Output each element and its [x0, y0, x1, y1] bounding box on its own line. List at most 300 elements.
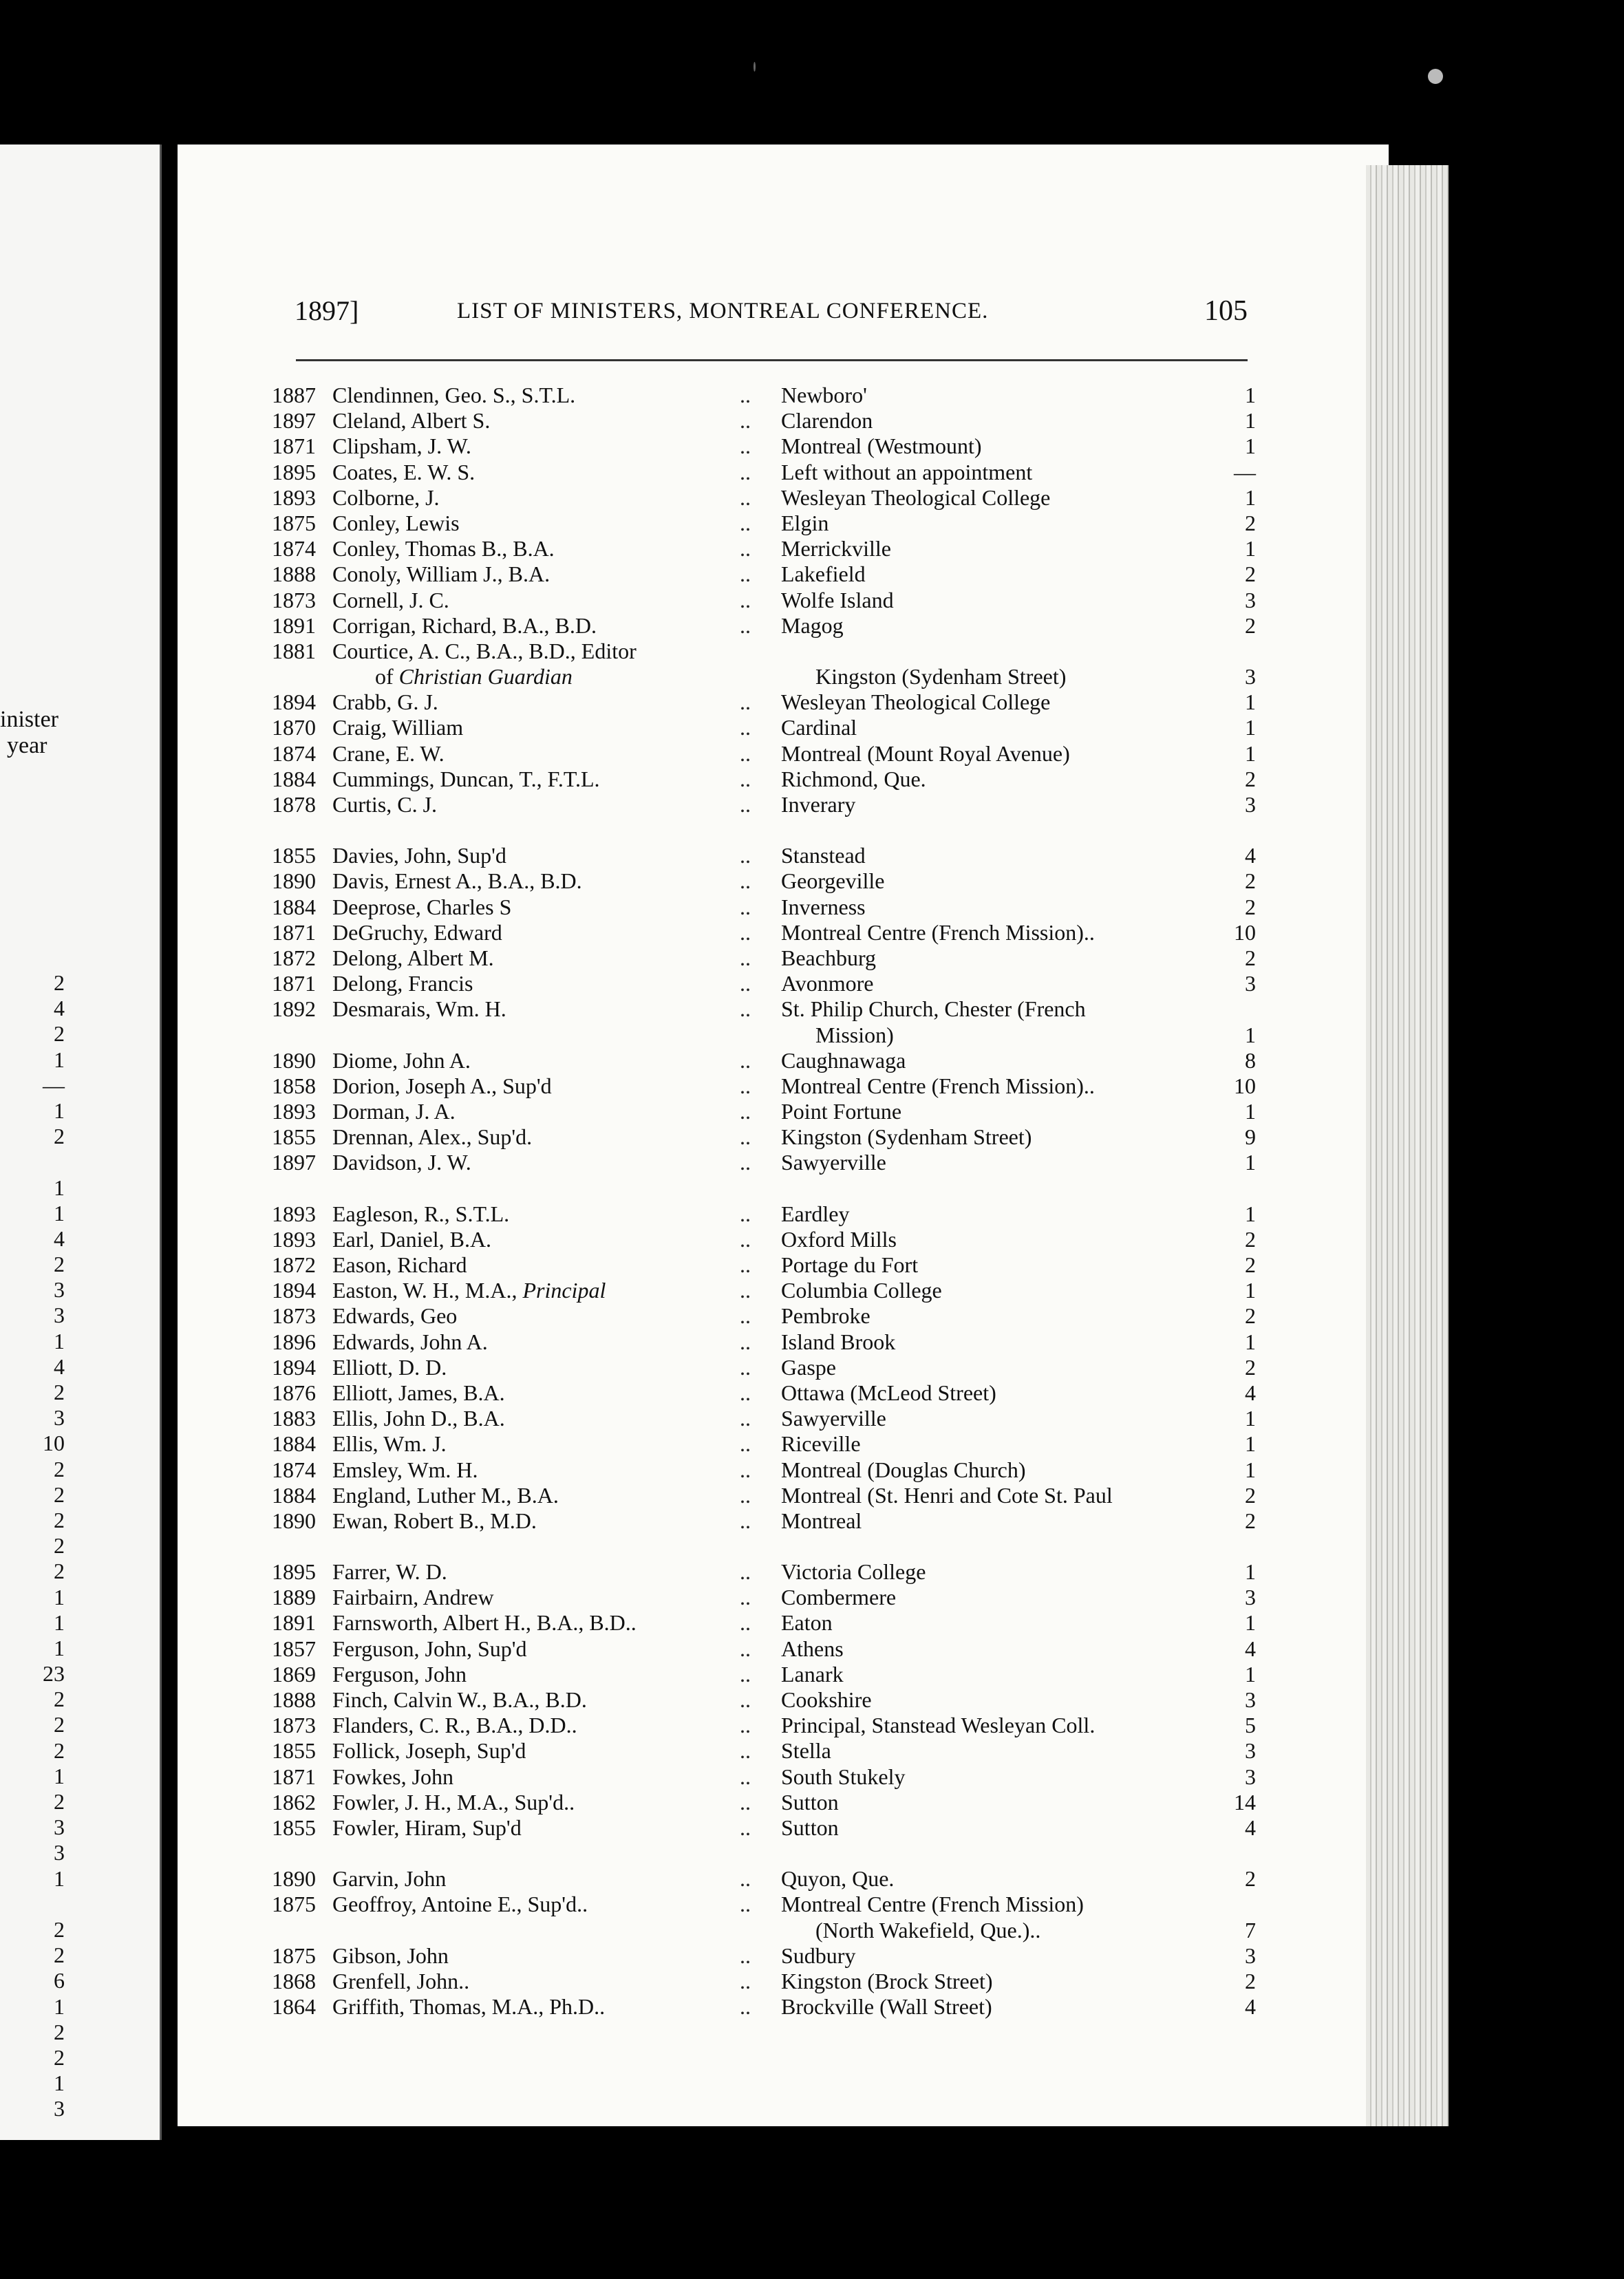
leader-dots: .. — [740, 408, 751, 434]
minister-row — [272, 1355, 1256, 1380]
left-page-value: 1 — [54, 1635, 65, 1660]
leader-dots: .. — [740, 1047, 751, 1073]
station: Montreal Centre (French Mission).. — [781, 1073, 1095, 1098]
left-page-value: 3 — [54, 1277, 65, 1303]
minister-row — [272, 1406, 1256, 1431]
minister-name: Fowler, J. H., M.A., Sup'd.. — [332, 1789, 575, 1815]
minister-name: Crabb, G. J. — [332, 689, 438, 715]
minister-row — [272, 1662, 1256, 1687]
left-page-value: 2 — [54, 1559, 65, 1584]
years-count: 2 — [1245, 1508, 1256, 1533]
years-count: 4 — [1245, 843, 1256, 868]
leader-dots: .. — [740, 1968, 751, 1993]
station: Sawyerville — [781, 1150, 886, 1175]
left-page-value: 1 — [54, 1584, 65, 1609]
years-count: 1 — [1245, 689, 1256, 715]
minister-row — [272, 1610, 1256, 1636]
page-header — [295, 295, 1248, 329]
leader-dots: .. — [740, 1585, 751, 1610]
minister-row — [272, 1738, 1256, 1764]
leader-dots: .. — [740, 919, 751, 945]
entry-year: 1884 — [272, 766, 316, 791]
left-page-value: 2 — [54, 1916, 65, 1942]
entry-year: 1881 — [272, 638, 316, 663]
entry-year: 1874 — [272, 1457, 316, 1482]
left-page-value: 3 — [54, 2096, 65, 2121]
minister-row — [272, 1559, 1256, 1585]
minister-row — [272, 1687, 1256, 1713]
minister-row — [272, 664, 1256, 689]
entry-year: 1868 — [272, 1968, 316, 1993]
years-count: 1 — [1245, 484, 1256, 510]
leader-dots: .. — [740, 434, 751, 459]
entry-year: 1893 — [272, 484, 316, 510]
minister-name: Drennan, Alex., Sup'd. — [332, 1124, 533, 1150]
station: Montreal (Mount Royal Avenue) — [781, 740, 1070, 766]
minister-name: Emsley, Wm. H. — [332, 1457, 478, 1482]
left-page-value: 1 — [54, 1763, 65, 1788]
minister-name: Grenfell, John.. — [332, 1968, 470, 1993]
minister-name: Farnsworth, Albert H., B.A., B.D.. — [332, 1610, 637, 1636]
years-count: 1 — [1245, 1329, 1256, 1354]
minister-row — [272, 868, 1256, 894]
left-page-value: 1 — [54, 1200, 65, 1226]
leader-dots: .. — [740, 1150, 751, 1175]
entry-year: 1874 — [272, 740, 316, 766]
leader-dots: .. — [740, 1354, 751, 1380]
leader-dots: .. — [740, 536, 751, 561]
letter-group-f — [272, 1559, 1256, 1841]
minister-name: Curtis, C. J. — [332, 792, 438, 817]
left-page — [0, 145, 162, 2140]
leader-dots: .. — [740, 1431, 751, 1457]
years-count: 2 — [1245, 561, 1256, 587]
entry-year: 1855 — [272, 1124, 316, 1150]
minister-name: Ewan, Robert B., M.D. — [332, 1508, 537, 1533]
entry-year: 1888 — [272, 561, 316, 587]
minister-row — [272, 588, 1256, 613]
left-page-value: 2 — [54, 1380, 65, 1404]
minister-name: Fowler, Hiram, Sup'd — [332, 1815, 522, 1840]
left-page-value: 1 — [54, 1993, 65, 2019]
entry-year: 1884 — [272, 894, 316, 919]
left-page-value: 10 — [43, 1431, 65, 1456]
years-count: 1 — [1245, 536, 1256, 561]
left-page-value: 4 — [54, 1354, 65, 1379]
minister-row — [272, 1457, 1256, 1483]
entry-year: 1870 — [272, 715, 316, 740]
leader-dots: .. — [740, 1661, 751, 1687]
left-page-subheading: year — [7, 733, 47, 758]
entry-year: 1891 — [272, 612, 316, 638]
station: Lanark — [781, 1661, 844, 1687]
letter-group-e — [272, 1201, 1256, 1534]
years-count: 10 — [1234, 1073, 1256, 1098]
minister-name: Geoffroy, Antoine E., Sup'd.. — [332, 1892, 588, 1917]
station: Stella — [781, 1738, 831, 1764]
leader-dots: .. — [740, 843, 751, 868]
minister-row — [272, 511, 1256, 536]
leader-dots: .. — [740, 383, 751, 407]
years-count: 14 — [1234, 1789, 1256, 1815]
years-count: 1 — [1245, 1559, 1256, 1585]
station: Beachburg — [781, 945, 877, 970]
years-count: 1 — [1245, 1099, 1256, 1124]
left-page-heading: inister — [0, 707, 58, 732]
station: Montreal (St. Henri and Cote St. Paul — [781, 1482, 1113, 1508]
entry-year: 1890 — [272, 868, 316, 894]
minister-row — [272, 1508, 1256, 1534]
minister-name: Edwards, Geo — [332, 1303, 458, 1329]
entry-year: 1894 — [272, 689, 316, 715]
leader-dots: .. — [740, 1380, 751, 1405]
leader-dots: .. — [740, 1866, 751, 1892]
minister-row — [272, 1764, 1256, 1790]
minister-list — [272, 383, 1256, 2020]
minister-row — [272, 1278, 1256, 1303]
minister-name: Fowkes, John — [332, 1764, 454, 1789]
entry-year: 1873 — [272, 1713, 316, 1738]
leader-dots: .. — [740, 1789, 751, 1815]
minister-row — [272, 1252, 1256, 1278]
left-page-value: 3 — [54, 1405, 65, 1431]
minister-row — [272, 996, 1256, 1022]
left-page-value: 1 — [54, 1609, 65, 1635]
minister-name: Ferguson, John — [332, 1661, 467, 1687]
leader-dots: .. — [740, 1482, 751, 1508]
leader-dots: .. — [740, 894, 751, 919]
left-page-value: 4 — [54, 996, 65, 1021]
years-count: 1 — [1245, 408, 1256, 434]
leader-dots: .. — [740, 766, 751, 791]
station: Portage du Fort — [781, 1252, 919, 1277]
leader-dots: .. — [740, 1687, 751, 1712]
minister-row — [272, 920, 1256, 945]
entry-year: 1869 — [272, 1661, 316, 1687]
entry-year: 1878 — [272, 792, 316, 817]
leader-dots: .. — [740, 715, 751, 740]
left-page-value: 2 — [54, 1789, 65, 1814]
minister-name: Conley, Thomas B., B.A. — [332, 536, 555, 561]
station: Victoria College — [781, 1559, 926, 1585]
station: Principal, Stanstead Wesleyan Coll. — [781, 1713, 1096, 1738]
years-count: 3 — [1245, 792, 1256, 817]
minister-name: Davies, John, Sup'd — [332, 843, 506, 868]
entry-year: 1894 — [272, 1278, 316, 1303]
scan-speck — [1428, 69, 1443, 84]
minister-row — [272, 408, 1256, 434]
left-page-value: 6 — [54, 1968, 65, 1993]
minister-row — [272, 613, 1256, 639]
minister-name: Coates, E. W. S. — [332, 459, 476, 484]
station: Point Fortune — [781, 1099, 902, 1124]
leader-dots: .. — [740, 1329, 751, 1354]
entry-year: 1894 — [272, 1354, 316, 1380]
minister-name: Flanders, C. R., B.A., D.D.. — [332, 1713, 577, 1738]
entry-year: 1895 — [272, 459, 316, 484]
left-page-value: 2 — [54, 1252, 65, 1277]
leader-dots: .. — [740, 612, 751, 638]
leader-dots: .. — [740, 792, 751, 817]
leader-dots: .. — [740, 740, 751, 766]
station: Columbia College — [781, 1278, 942, 1303]
minister-name: Fairbairn, Andrew — [332, 1585, 494, 1610]
left-page-value: 1 — [54, 1865, 65, 1891]
station: Sudbury — [781, 1943, 856, 1968]
years-count: 8 — [1245, 1047, 1256, 1073]
entry-year: 1873 — [272, 587, 316, 612]
years-count: 2 — [1245, 1226, 1256, 1252]
station: Sawyerville — [781, 1406, 886, 1431]
minister-name: Gibson, John — [332, 1943, 449, 1968]
entry-year: 1897 — [272, 1150, 316, 1175]
entry-year: 1855 — [272, 1815, 316, 1840]
station: Ottawa (McLeod Street) — [781, 1380, 996, 1405]
leader-dots: .. — [740, 1738, 751, 1764]
minister-row — [272, 1713, 1256, 1738]
leader-dots: .. — [740, 868, 751, 894]
letter-group-d — [272, 843, 1256, 1175]
entry-year: 1855 — [272, 843, 316, 868]
years-count: 3 — [1245, 971, 1256, 996]
minister-name: of Christian Guardian — [375, 664, 573, 689]
minister-row — [272, 485, 1256, 511]
minister-name: Diome, John A. — [332, 1047, 471, 1073]
minister-row — [272, 460, 1256, 485]
station: Lakefield — [781, 561, 866, 587]
station: Caughnawaga — [781, 1047, 906, 1073]
entry-year: 1875 — [272, 1892, 316, 1917]
station: Quyon, Que. — [781, 1866, 895, 1892]
page-number: 105 — [1204, 295, 1248, 327]
station: Cookshire — [781, 1687, 872, 1712]
entry-year: 1872 — [272, 945, 316, 970]
minister-row — [272, 792, 1256, 817]
station: (North Wakefield, Que.).. — [815, 1917, 1041, 1943]
station: Eardley — [781, 1201, 850, 1226]
station: Montreal (Westmount) — [781, 434, 982, 459]
years-count: 2 — [1245, 1354, 1256, 1380]
minister-row — [272, 1048, 1256, 1073]
years-count: 1 — [1245, 1150, 1256, 1175]
years-count: 2 — [1245, 1303, 1256, 1329]
left-page-value: 2 — [54, 1737, 65, 1763]
left-page-values — [17, 970, 65, 2121]
station: Kingston (Sydenham Street) — [815, 664, 1067, 689]
station: Stanstead — [781, 843, 866, 868]
page-edges — [1366, 165, 1449, 2126]
years-count: 2 — [1245, 945, 1256, 970]
minister-name: Clipsham, J. W. — [332, 434, 471, 459]
years-count: 3 — [1245, 1943, 1256, 1968]
leader-dots: .. — [740, 1226, 751, 1252]
station: Island Brook — [781, 1329, 896, 1354]
left-page-value: 3 — [54, 1815, 65, 1840]
station: Richmond, Que. — [781, 766, 926, 791]
years-count: 1 — [1245, 1661, 1256, 1687]
entry-year: 1874 — [272, 536, 316, 561]
leader-dots: .. — [740, 1099, 751, 1124]
station: Cardinal — [781, 715, 857, 740]
station: Athens — [781, 1636, 844, 1661]
minister-row — [272, 1969, 1256, 1994]
leader-dots: .. — [740, 996, 751, 1022]
leader-dots: .. — [740, 1508, 751, 1533]
years-count: 1 — [1245, 1278, 1256, 1303]
leader-dots: .. — [740, 1124, 751, 1150]
minister-name: Griffith, Thomas, M.A., Ph.D.. — [332, 1994, 606, 2020]
years-count: 1 — [1245, 1022, 1256, 1047]
entry-year: 1893 — [272, 1201, 316, 1226]
minister-row — [272, 1994, 1256, 2020]
minister-name: Clendinnen, Geo. S., S.T.L. — [332, 383, 576, 407]
years-count: 1 — [1245, 383, 1256, 407]
station: Brockville (Wall Street) — [781, 1994, 992, 2020]
leader-dots: .. — [740, 587, 751, 612]
entry-year: 1875 — [272, 510, 316, 535]
minister-row — [272, 1483, 1256, 1508]
minister-name: Elliott, D. D. — [332, 1354, 447, 1380]
years-count: 1 — [1245, 1201, 1256, 1226]
entry-year: 1892 — [272, 996, 316, 1022]
station: Kingston (Brock Street) — [781, 1968, 993, 1993]
years-count: 2 — [1245, 894, 1256, 919]
entry-year: 1896 — [272, 1329, 316, 1354]
years-count: 1 — [1245, 1406, 1256, 1431]
left-page-value: — — [43, 1072, 65, 1098]
leader-dots: .. — [740, 1201, 751, 1226]
minister-row — [272, 1073, 1256, 1099]
years-count: 1 — [1245, 715, 1256, 740]
left-page-value: 2 — [54, 1124, 65, 1149]
entry-year: 1889 — [272, 1585, 316, 1610]
minister-name: Eason, Richard — [332, 1252, 467, 1277]
minister-name: Dorion, Joseph A., Sup'd — [332, 1073, 552, 1098]
minister-row — [272, 1150, 1256, 1175]
minister-row — [272, 767, 1256, 792]
station: Georgeville — [781, 868, 885, 894]
leader-dots: .. — [740, 1892, 751, 1917]
station: South Stukely — [781, 1764, 906, 1789]
minister-row — [272, 1227, 1256, 1252]
leader-dots: .. — [740, 1278, 751, 1303]
leader-dots: .. — [740, 1559, 751, 1585]
minister-name: Cornell, J. C. — [332, 587, 449, 612]
minister-name: Davis, Ernest A., B.A., B.D. — [332, 868, 582, 894]
station: Montreal Centre (French Mission).. — [781, 919, 1095, 945]
entry-year: 1872 — [272, 1252, 316, 1277]
left-page-value: 2 — [54, 1481, 65, 1507]
leader-dots: .. — [740, 1252, 751, 1277]
station: Mission) — [815, 1022, 894, 1047]
minister-name: Edwards, John A. — [332, 1329, 488, 1354]
minister-name: Eagleson, R., S.T.L. — [332, 1201, 510, 1226]
left-page-value: 2 — [54, 970, 65, 995]
station: Pembroke — [781, 1303, 870, 1329]
entry-year: 1887 — [272, 383, 316, 407]
minister-row — [272, 1892, 1256, 1917]
entry-year: 1858 — [272, 1073, 316, 1098]
letter-group-g — [272, 1866, 1256, 2020]
minister-name: Follick, Joseph, Sup'd — [332, 1738, 526, 1764]
leader-dots: .. — [740, 1994, 751, 2020]
minister-row — [272, 639, 1256, 664]
left-page-value: 1 — [54, 1098, 65, 1123]
years-count: 5 — [1245, 1713, 1256, 1738]
minister-name: Ferguson, John, Sup'd — [332, 1636, 527, 1661]
minister-row — [272, 715, 1256, 740]
left-page-value: 2 — [54, 1021, 65, 1047]
entry-year: 1876 — [272, 1380, 316, 1405]
years-count: 1 — [1245, 740, 1256, 766]
left-page-value: 2 — [54, 1507, 65, 1532]
entry-year: 1884 — [272, 1482, 316, 1508]
minister-name: DeGruchy, Edward — [332, 919, 502, 945]
left-page-value: 2 — [54, 2044, 65, 2070]
minister-row — [272, 971, 1256, 996]
station: Montreal (Douglas Church) — [781, 1457, 1026, 1482]
station: Wesleyan Theological College — [781, 484, 1051, 510]
entry-year: 1855 — [272, 1738, 316, 1764]
minister-row — [272, 1023, 1256, 1048]
minister-name: Finch, Calvin W., B.A., B.D. — [332, 1687, 587, 1712]
years-count: 4 — [1245, 1994, 1256, 2020]
entry-year: 1884 — [272, 1431, 316, 1457]
minister-name: England, Luther M., B.A. — [332, 1482, 559, 1508]
minister-row — [272, 1431, 1256, 1457]
years-count: — — [1234, 459, 1256, 484]
minister-row — [272, 689, 1256, 715]
years-count: 2 — [1245, 612, 1256, 638]
station: Gaspe — [781, 1354, 836, 1380]
left-page-value: 4 — [54, 1226, 65, 1251]
minister-row — [272, 895, 1256, 920]
left-page-value: 1 — [54, 1047, 65, 1072]
minister-row — [272, 1585, 1256, 1610]
leader-dots: .. — [740, 1303, 751, 1329]
minister-name: Conoly, William J., B.A. — [332, 561, 551, 587]
minister-name: Davidson, J. W. — [332, 1150, 471, 1175]
leader-dots: .. — [740, 1073, 751, 1098]
left-page-value: 3 — [54, 1303, 65, 1328]
station: Riceville — [781, 1431, 861, 1457]
minister-name: Crane, E. W. — [332, 740, 445, 766]
minister-name: Cleland, Albert S. — [332, 408, 491, 434]
station: Clarendon — [781, 408, 873, 434]
entry-year: 1888 — [272, 1687, 316, 1712]
years-count: 9 — [1245, 1124, 1256, 1150]
left-page-value — [17, 1892, 65, 1917]
minister-name: Craig, William — [332, 715, 464, 740]
years-count: 1 — [1245, 1457, 1256, 1482]
header-year: 1897] — [295, 295, 359, 326]
minister-row — [272, 561, 1256, 587]
minister-name: Ellis, Wm. J. — [332, 1431, 447, 1457]
years-count: 3 — [1245, 1585, 1256, 1610]
minister-name: Elliott, James, B.A. — [332, 1380, 505, 1405]
entry-year: 1890 — [272, 1866, 316, 1892]
entry-year: 1864 — [272, 1994, 316, 2020]
years-count: 3 — [1245, 664, 1256, 689]
minister-name: Easton, W. H., M.A., Principal — [332, 1278, 606, 1303]
years-count: 2 — [1245, 868, 1256, 894]
minister-row — [272, 843, 1256, 868]
entry-year: 1862 — [272, 1789, 316, 1815]
years-count: 2 — [1245, 1482, 1256, 1508]
left-page-value: 3 — [54, 1840, 65, 1865]
left-page-value: 2 — [54, 1456, 65, 1481]
leader-dots: .. — [740, 971, 751, 996]
